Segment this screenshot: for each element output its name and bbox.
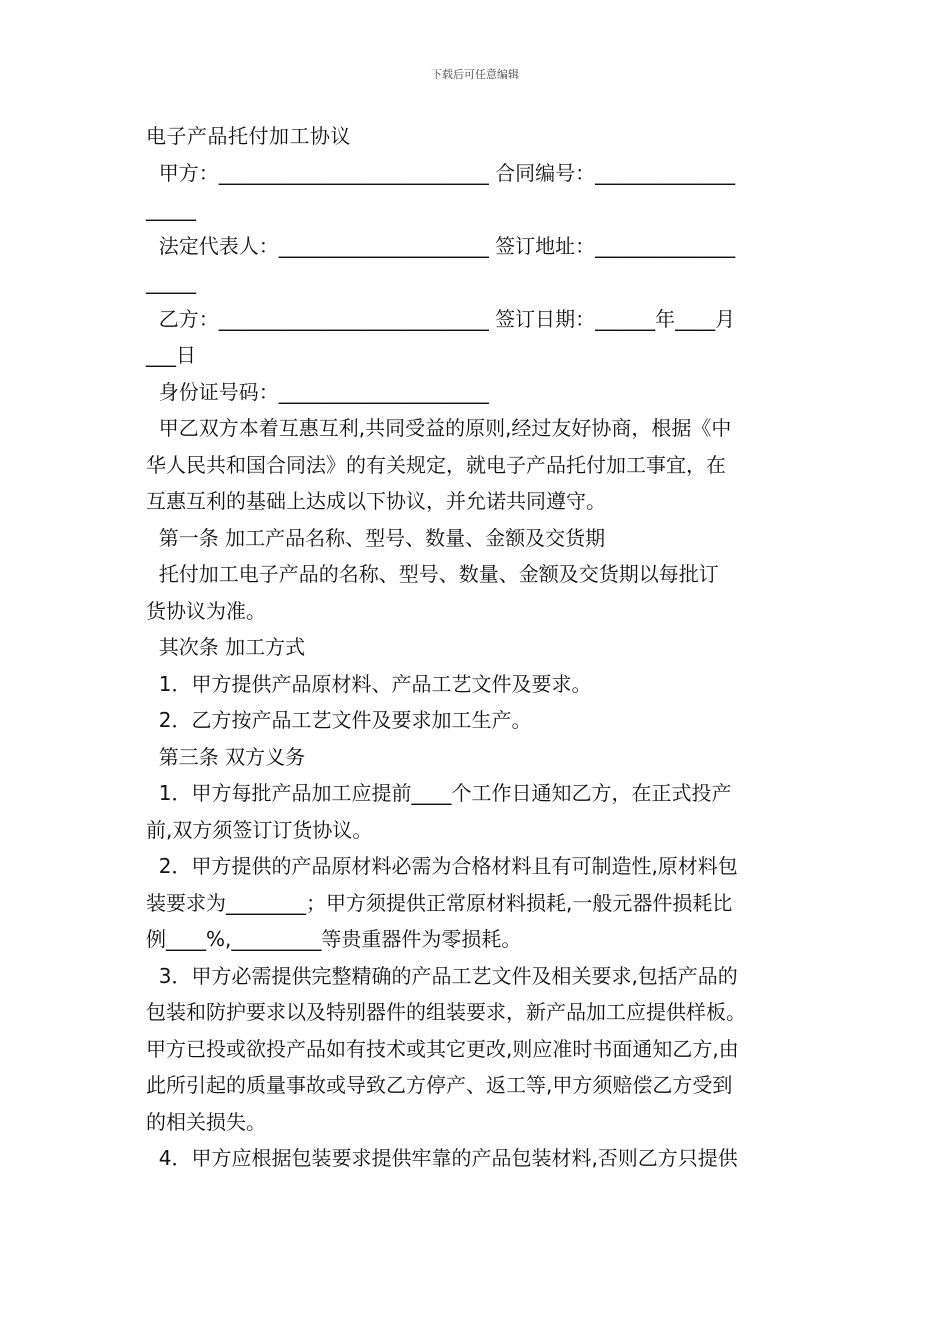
list-item: 2．甲方提供的产品原材料必需为合格材料且有可制造性,原材料包 [146,854,738,878]
paragraph-line: 装要求为________；甲方须提供正常原材料损耗,一般元器件损耗比 [146,890,733,915]
article-heading: 第三条 双方义务 [146,744,306,769]
document-title: 电子产品托付加工协议 [146,124,351,148]
paragraph-line: 例____%,_________等贵重器件为零损耗。 [146,927,522,951]
paragraph-line: 的相关损失。 [146,1109,266,1134]
paragraph-line: 华人民共和国合同法》的有关规定，就电子产品托付加工事宜，在 [146,452,726,477]
legal-rep-line: 法定代表人：_____________________ 签订地址：______________ [146,233,736,258]
paragraph-line: 包装和防护要求以及特别器件的组装要求，新产品加工应提供样板。 [146,1000,746,1024]
line-continuation: _____ [146,197,196,221]
paragraph-line: 甲乙双方本着互惠互利,共同受益的原则,经过友好协商，根据《中 [146,416,732,440]
paragraph-line: 前,双方须签订订货协议。 [146,817,373,842]
paragraph-line: 货协议为准。 [146,598,266,623]
party-b-line: 乙方：___________________________ 签订日期：______年____月 [146,306,736,331]
party-a-line: 甲方：___________________________ 合同编号：______________ [146,160,736,185]
list-item: 4．甲方应根据包装要求提供牢靠的产品包装材料,否则乙方只提供 [146,1146,738,1170]
paragraph-line: 甲方已投或欲投产品如有技术或其它更改,则应准时书面通知乙方,由 [146,1036,739,1061]
list-item: 2．乙方按产品工艺文件及要求加工生产。 [146,708,532,732]
line-continuation: ___日 [146,343,196,367]
list-item: 1．甲方每批产品加工应提前____个工作日通知乙方，在正式投产 [146,781,732,805]
article-heading: 第一条 加工产品名称、型号、数量、金额及交货期 [146,525,606,550]
line-continuation: _____ [146,270,196,294]
paragraph-line: 托付加工电子产品的名称、型号、数量、金额及交货期以每批订 [146,562,719,586]
list-item: 3．甲方必需提供完整精确的产品工艺文件及相关要求,包括产品的 [146,963,738,988]
paragraph-line: 此所引起的质量事故或导致乙方停产、返工等,甲方须赔偿乙方受到 [146,1073,733,1097]
document-body [146,118,810,1177]
paragraph-line: 互惠互利的基础上达成以下协议，并允诺共同遵守。 [146,489,606,513]
list-item: 1．甲方提供产品原材料、产品工艺文件及要求。 [146,671,592,696]
article-heading: 其次条 加工方式 [146,635,306,659]
id-number-line: 身份证号码：_____________________ [146,379,489,404]
page-header: 下载后可任意编辑 [431,68,519,81]
